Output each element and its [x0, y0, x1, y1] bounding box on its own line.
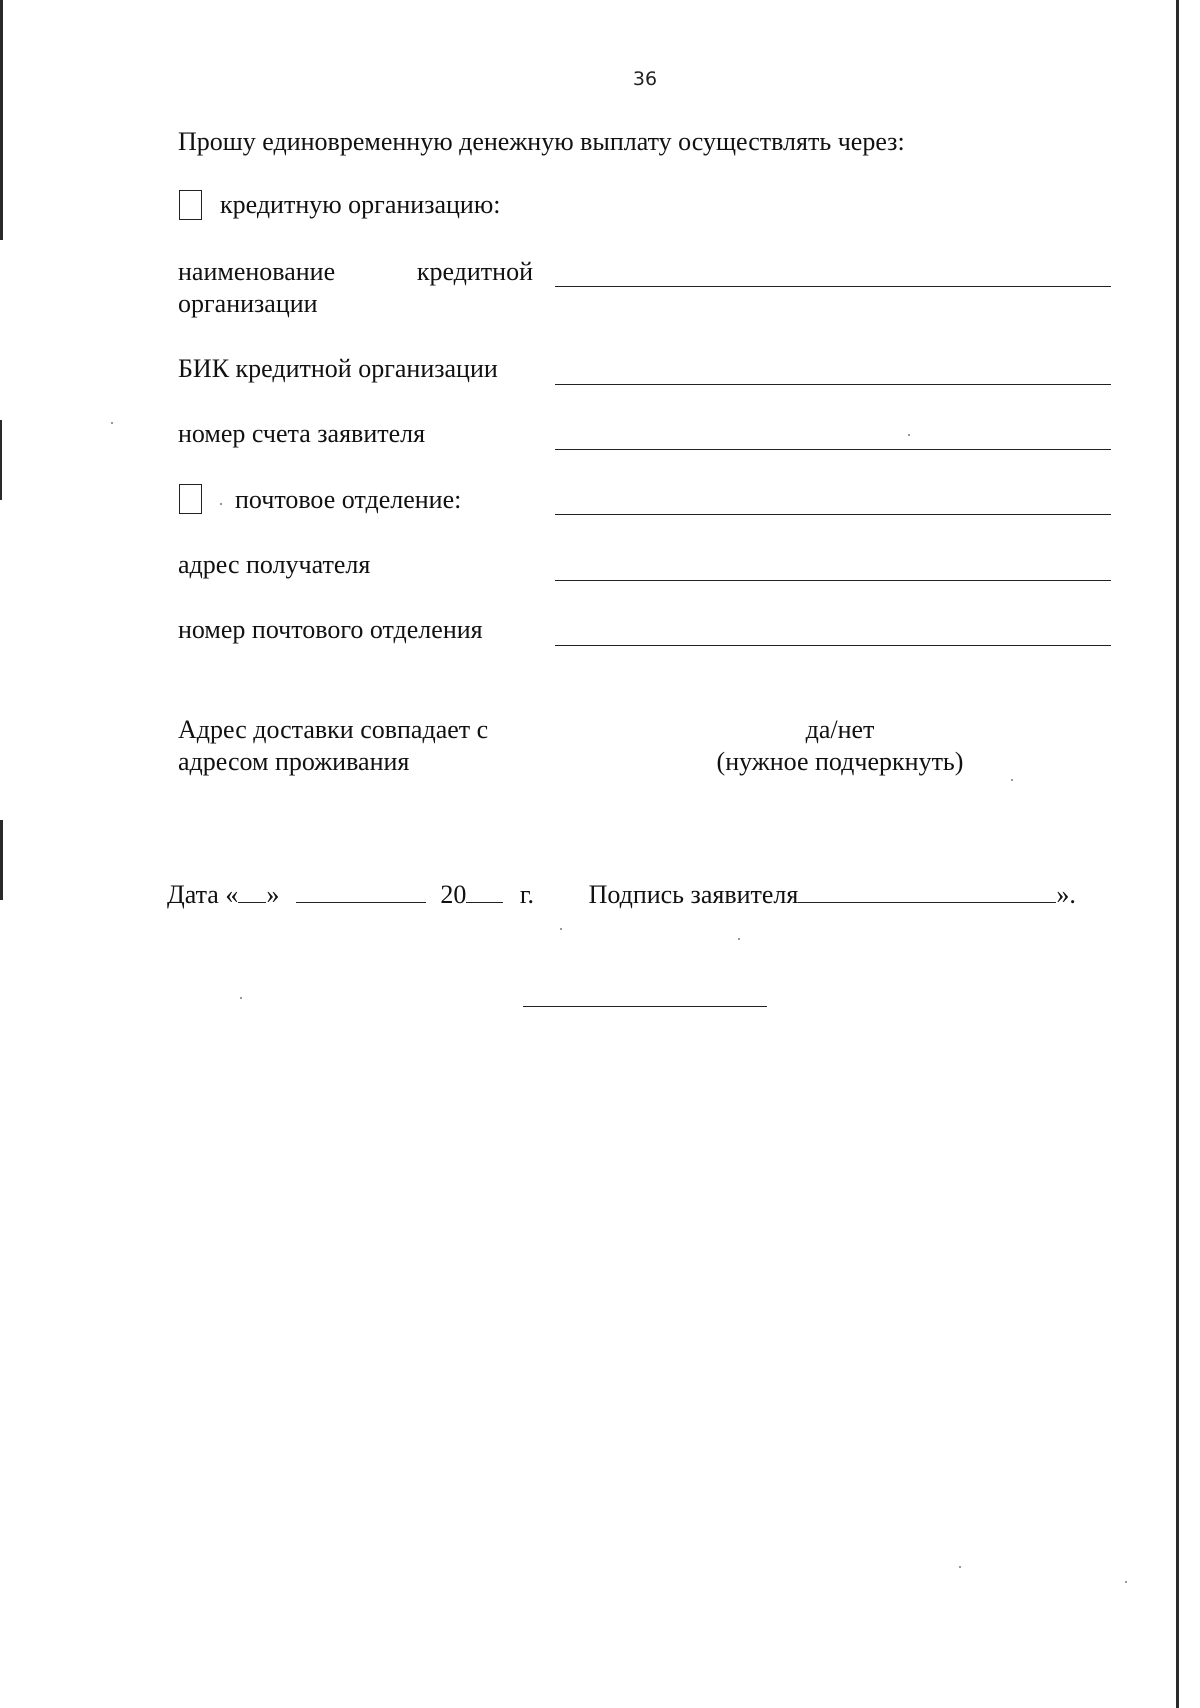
delivery-hint: (нужное подчеркнуть)	[716, 747, 964, 776]
bik-field[interactable]	[555, 384, 1111, 385]
credit-name-label	[178, 256, 533, 320]
scan-speck	[1011, 779, 1013, 781]
date-open-label: Дата «	[167, 880, 239, 909]
credit-organization-checkbox[interactable]	[179, 190, 202, 220]
office-number-label: номер почтового отделения	[178, 615, 483, 644]
scan-speck	[220, 503, 222, 505]
delivery-address-label	[178, 714, 488, 778]
signature-field[interactable]	[798, 880, 1056, 903]
postal-office-label: почтовое отделение:	[235, 485, 462, 514]
scan-edge-right	[1176, 0, 1179, 1708]
date-month-field[interactable]	[296, 880, 426, 903]
recipient-address-field[interactable]	[555, 580, 1111, 581]
signature-close: ».	[1056, 880, 1076, 909]
scan-speck	[908, 434, 910, 436]
scan-speck	[1125, 1581, 1127, 1583]
credit-organization-label: кредитную организацию:	[220, 190, 501, 219]
credit-name-field[interactable]	[555, 286, 1111, 287]
scan-edge-left-top	[0, 0, 3, 240]
delivery-options	[700, 714, 980, 778]
scan-speck	[959, 1566, 961, 1568]
date-year-field[interactable]	[466, 880, 503, 903]
closing-separator	[523, 1006, 767, 1007]
date-year-suffix: г.	[519, 880, 535, 909]
page-heading: Прошу единовременную денежную выплату осуществлять через:	[178, 127, 905, 156]
scan-speck	[560, 928, 562, 930]
delivery-yes-no[interactable]: да/нет	[805, 715, 875, 744]
credit-name-line2: организации	[178, 289, 318, 318]
date-day-field[interactable]	[238, 880, 266, 903]
delivery-address-line1: Адрес доставки совпадает с	[178, 715, 489, 744]
scan-speck	[111, 422, 113, 424]
scan-edge-left-mid	[0, 420, 2, 500]
account-field[interactable]	[555, 449, 1111, 450]
scan-edge-left-low	[0, 820, 3, 900]
recipient-address-label: адрес получателя	[178, 550, 371, 579]
postal-office-field[interactable]	[555, 514, 1111, 515]
bik-label: БИК кредитной организации	[178, 354, 498, 383]
scan-speck	[240, 997, 242, 999]
credit-name-word2: кредитной	[416, 257, 533, 286]
account-label: номер счета заявителя	[178, 419, 426, 448]
date-close-label: »	[266, 880, 280, 909]
signature-label: Подпись заявителя	[588, 880, 799, 909]
credit-name-word1: наименование	[178, 257, 336, 286]
date-year-prefix: 20	[440, 880, 467, 909]
page-number: 36	[632, 68, 658, 90]
postal-office-checkbox[interactable]	[179, 484, 202, 514]
date-signature-row	[167, 879, 1076, 911]
office-number-field[interactable]	[555, 645, 1111, 646]
scan-speck	[738, 938, 740, 940]
delivery-address-line2: адресом проживания	[178, 747, 410, 776]
